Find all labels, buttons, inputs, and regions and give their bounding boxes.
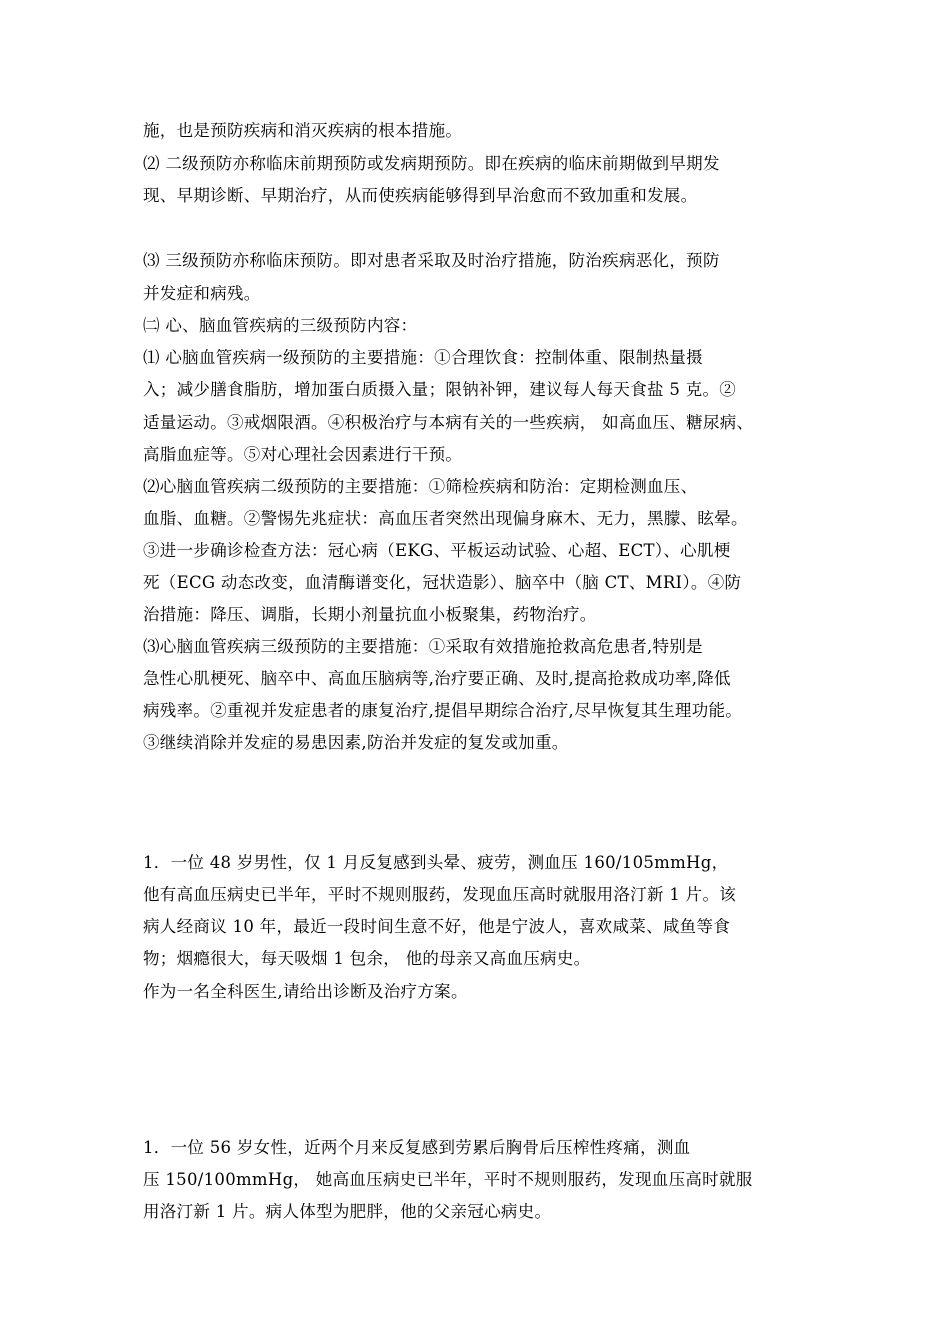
text-line: 用洛汀新 1 片。病人体型为肥胖，他的父亲冠心病史。 <box>143 1202 552 1221</box>
text-line: 他有高血压病史已半年，平时不规则服药，发现血压高时就服用洛汀新 1 片。该 <box>143 885 737 904</box>
text-line: ⑵心脑血管疾病二级预防的主要措施：①筛检疾病和防治：定期检测血压、 <box>143 477 698 496</box>
text-line: 1．一位 56 岁女性，近两个月来反复感到劳累后胸骨后压榨性疼痛，测血 <box>143 1138 691 1157</box>
text-line: 病人经商议 10 年，最近一段时间生意不好，他是宁波人，喜欢咸菜、咸鱼等食 <box>143 917 731 936</box>
text-line: 物；烟瘾很大，每天吸烟 1 包余， 他的母亲又高血压病史。 <box>143 949 591 968</box>
text-line: 现、早期诊断、早期治疗，从而使疾病能够得到早治愈而不致加重和发展。 <box>143 186 698 205</box>
text-line: 1．一位 48 岁男性，仅 1 月反复感到头晕、疲劳，测血压 160/105mmHg， <box>143 853 729 872</box>
text-line: 入；减少膳食脂肪，增加蛋白质摄入量；限钠补钾，建议每人每天食盐 5 克。② <box>143 380 737 399</box>
text-line: 适量运动。③戒烟限酒。④积极治疗与本病有关的一些疾病， 如高血压、糖尿病、 <box>143 413 754 432</box>
text-line: 高脂血症等。⑤对心理社会因素进行干预。 <box>143 445 463 464</box>
text-line: 压 150/100mmHg， 她高血压病史已半年，平时不规则服药，发现血压高时就服 <box>143 1170 753 1189</box>
text-line: 血脂、血糖。②警惕先兆症状：高血压者突然出现偏身麻木、无力，黑朦、眩晕。 <box>143 509 748 528</box>
text-line: ③进一步确诊检查方法：冠心病（EKG、平板运动试验、心超、ECT）、心肌梗 <box>143 541 731 560</box>
text-line: ⑶ 三级预防亦称临床预防。即对患者采取及时治疗措施，防治疾病恶化，预防 <box>143 251 720 270</box>
text-line: 治措施：降压、调脂，长期小剂量抗血小板聚集，药物治疗。 <box>143 605 597 624</box>
text-line: ⑴ 心脑血管疾病一级预防的主要措施：①合理饮食：控制体重、限制热量摄 <box>143 348 703 367</box>
text-line: 作为一名全科医生,请给出诊断及治疗方案。 <box>143 982 468 1001</box>
text-line: 病残率。②重视并发症患者的康复治疗,提倡早期综合治疗,尽早恢复其生理功能。 <box>143 701 743 720</box>
text-line: 死（ECG 动态改变，血清酶谱变化，冠状造影）、脑卒中（脑 CT、MRI）。④防 <box>143 573 742 592</box>
text-line: 并发症和病残。 <box>143 284 261 303</box>
text-line: ㈡ 心、脑血管疾病的三级预防内容： <box>143 316 418 335</box>
text-line: ③继续消除并发症的易患因素,防治并发症的复发或加重。 <box>143 733 569 752</box>
text-line: 急性心肌梗死、脑卒中、高血压脑病等,治疗要正确、及时,提高抢救成功率,降低 <box>143 669 731 688</box>
text-line: ⑵ 二级预防亦称临床前期预防或发病期预防。即在疾病的临床前期做到早期发 <box>143 154 720 173</box>
text-line: ⑶心脑血管疾病三级预防的主要措施：①采取有效措施抢救高危患者,特别是 <box>143 637 703 656</box>
text-line: 施，也是预防疾病和消灭疾病的根本措施。 <box>143 121 463 140</box>
